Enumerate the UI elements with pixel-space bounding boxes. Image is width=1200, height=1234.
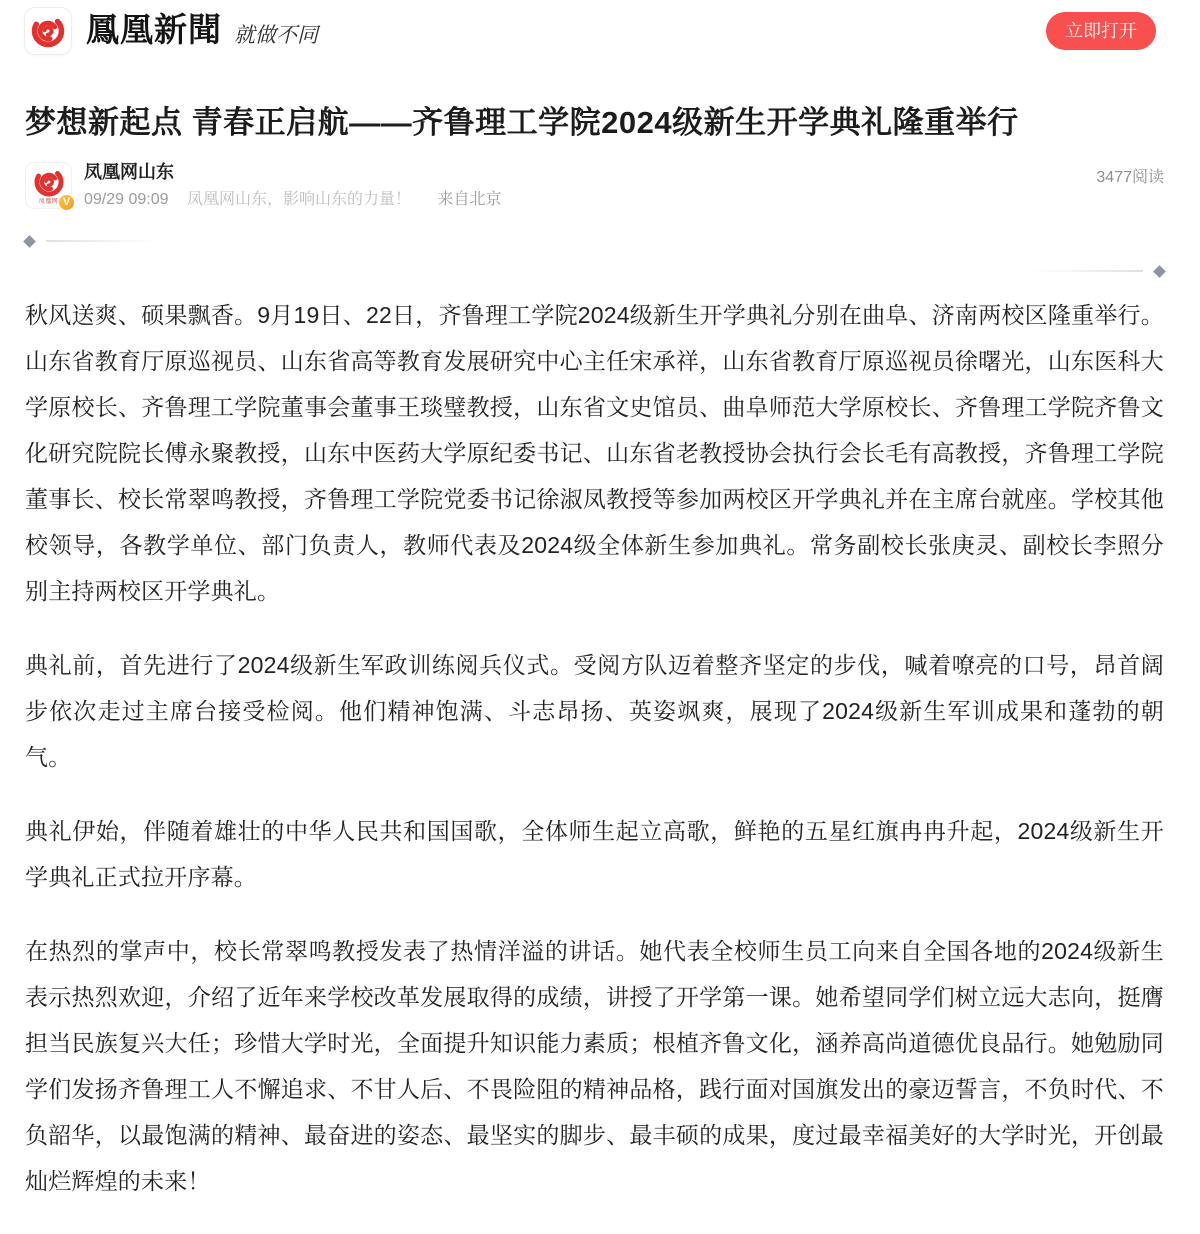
diamond-ornament-icon xyxy=(23,235,36,248)
author-name[interactable]: 凤凰网山东 xyxy=(84,161,174,182)
article-paragraph: 秋风送爽、硕果飘香。9月19日、22日，齐鲁理工学院2024级新生开学典礼分别在曲阜、济南两校区隆重举行。山东省教育厅原巡视员、山东省高等教育发展研究中心主任宋承祥，山东省教育厅原巡视员徐曙光，山东医科大学原校长、齐鲁理工学院董事会董事王琰璧教授，山东省文史馆员、曲阜师范大学原校长、齐鲁理工学院齐鲁文化研究院院长傅永聚教授，山东中医药大学原纪委书记、山东省老教授协会执行会长毛有高教授，齐鲁理工学院董事长、校长常翠鸣教授，齐鲁理工学院党委书记徐淑凤教授等参加两校区开学典礼并在主席台就座。学校其他校领导，各教学单位、部门负责人，教师代表及2024级全体新生参加典礼。常务副校长张庚灵、副校长李照分别主持两校区开学典礼。 xyxy=(25,301,1164,604)
divider-line xyxy=(1031,270,1143,272)
open-app-button[interactable]: 立即打开 xyxy=(1046,12,1156,50)
publish-location: 来自北京 xyxy=(437,191,502,209)
app-header xyxy=(0,0,1200,62)
article-body xyxy=(25,292,1164,1204)
read-count: 3477阅读 xyxy=(1096,168,1164,186)
brand-tagline: 就做不同 xyxy=(234,22,318,47)
avatar-caption: 凤凰网 xyxy=(38,199,59,206)
article-paragraph: 典礼伊始，伴随着雄壮的中华人民共和国国歌，全体师生起立高歌，鲜艳的五星红旗冉冉升起，2024级新生开学典礼正式拉开序幕。 xyxy=(25,817,1164,890)
phoenix-avatar-icon xyxy=(32,165,66,199)
article-paragraph: 在热烈的掌声中，校长常翠鸣教授发表了热情洋溢的讲话。她代表全校师生员工向来自全国各地的2024级新生表示热烈欢迎，介绍了近年来学校改革发展取得的成绩，讲授了开学第一课。她希望同学们树立远大志向，挺膺担当民族复兴大任；珍惜大学时光，全面提升知识能力素质；根植齐鲁文化，涵养高尚道德优良品行。她勉励同学们发扬齐鲁理工人不懈追求、不甘人后、不畏险阻的精神品格，践行面对国旗发出的豪迈誓言，不负时代、不负韶华，以最饱满的精神、最奋进的姿态、最坚实的脚步、最丰硕的成果，度过最幸福美好的大学时光，开创最灿烂辉煌的未来！ xyxy=(25,937,1164,1194)
author-row xyxy=(25,162,1164,210)
phoenix-logo-icon xyxy=(24,7,72,55)
publish-time: 09/29 09:09 xyxy=(84,191,169,209)
author-info xyxy=(84,162,1096,210)
divider-ornament-left xyxy=(25,237,1164,246)
verified-badge-icon: V xyxy=(58,194,75,211)
brand-name: 鳳凰新聞 xyxy=(86,12,222,49)
author-description: 凤凰网山东，影响山东的力量！ xyxy=(186,191,411,209)
author-avatar[interactable] xyxy=(25,162,72,209)
article-content xyxy=(0,104,1200,1234)
author-meta xyxy=(84,190,1096,209)
article-title: 梦想新起点 青春正启航——齐鲁理工学院2024级新生开学典礼隆重举行 xyxy=(25,105,1019,140)
divider-line xyxy=(46,240,158,242)
article-paragraph: 典礼前，首先进行了2024级新生军政训练阅兵仪式。受阅方队迈着整齐坚定的步伐，喊着嘹亮的口号，昂首阔步依次走过主席台接受检阅。他们精神饱满、斗志昂扬、英姿飒爽，展现了2024级新生军训成果和蓬勃的朝气。 xyxy=(25,651,1164,770)
diamond-ornament-icon xyxy=(1153,265,1166,278)
brand-link[interactable] xyxy=(24,7,318,55)
divider-ornament-right xyxy=(25,267,1164,276)
